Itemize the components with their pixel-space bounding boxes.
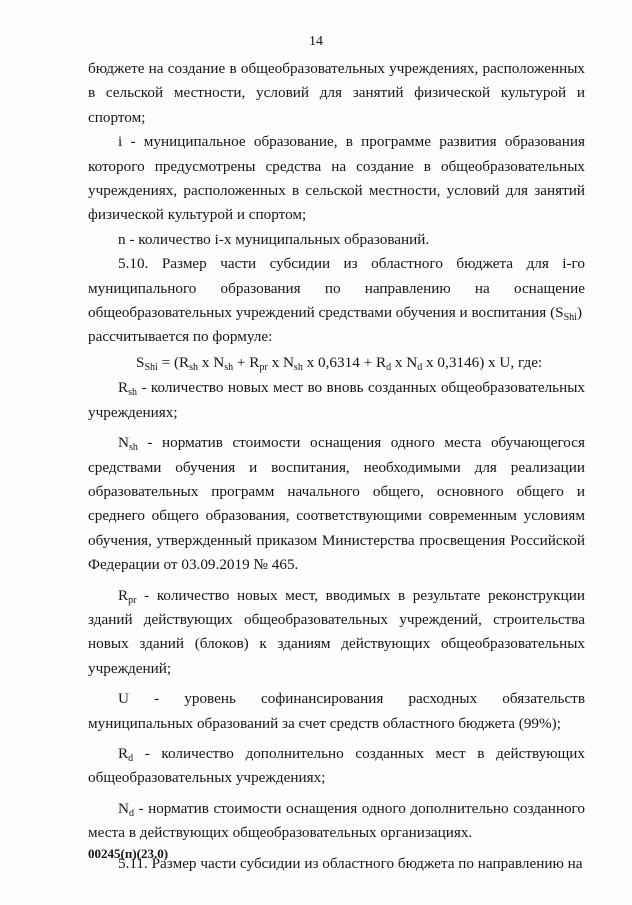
document-body [88, 57, 585, 876]
definition-rpr [88, 584, 585, 682]
clause-5-10-tail: ) [576, 304, 583, 322]
formula-sub: pr [259, 361, 268, 373]
symbol: R [118, 586, 129, 604]
formula-intro: рассчитывается по формуле: [88, 328, 273, 346]
document-code: 00245(п)(23.0) [88, 846, 169, 861]
formula-lhs-sub: Shi [144, 361, 158, 373]
definition-text: - количество новых мест во вновь созданных общеобразовательных учреждениях; [88, 379, 585, 421]
formula-sub: sh [224, 361, 234, 373]
symbol-sub: d [128, 752, 134, 764]
formula-sub: sh [189, 361, 199, 373]
formula-sub: d [417, 361, 423, 373]
definition-nd [88, 797, 585, 846]
definition-n: n - количество i-х муниципальных образований. [118, 230, 430, 248]
formula-part: x N [267, 353, 294, 371]
formula-part: = (R [157, 353, 190, 371]
clause-5-10-text: 5.10. Размер части субсидии из областного бюджета для i-го муниципального образования по направлению на оснащение общеобразовательных учреждений средствами обучения и воспитания (S [88, 255, 585, 322]
definition-text: - уровень софинансирования расходных обязательств муниципальных образований за счет средств областного бюджета (99%); [88, 690, 585, 732]
clause-5-10-sub: Shi [563, 312, 577, 324]
definition-rsh [88, 376, 585, 425]
clause-5-10 [88, 252, 585, 325]
formula-sub: sh [293, 361, 303, 373]
paragraph-continuation: бюджете на создание в общеобразовательных учреждениях, расположенных в сельской местности, условий для занятий физической культурой и спортом; [88, 60, 585, 126]
symbol-sub: pr [128, 594, 137, 606]
symbol: N [118, 799, 129, 817]
definition-rd [88, 742, 585, 791]
definition-text: - количество дополнительно созданных мест в действующих общеобразовательных учреждениях; [88, 744, 585, 787]
formula-part: x N [198, 353, 225, 371]
page-number: 14 [309, 34, 323, 49]
definition-text: - количество новых мест, вводимых в результате реконструкции зданий действующих общеобразовательных учреждений, строительства новых зданий (блоков) к зданиям действующих общеобразовательных учреждений; [88, 586, 585, 677]
symbol-sub: d [128, 807, 134, 819]
symbol-sub: sh [128, 387, 138, 399]
formula-part: x N [391, 353, 418, 371]
symbol: N [118, 434, 129, 452]
formula [88, 351, 585, 375]
definition-nsh [88, 431, 585, 577]
definition-text: - норматив стоимости оснащения одного дополнительно созданного места в действующих общеобразовательных организациях. [88, 799, 585, 842]
formula-part: x 0,6314 + R [302, 353, 387, 371]
formula-lhs: S [136, 353, 145, 371]
definition-u [88, 687, 585, 736]
symbol: U [118, 690, 129, 708]
formula-part: + R [233, 353, 260, 371]
symbol-sub: sh [128, 442, 138, 454]
clause-5-11: 5.11. Размер части субсидии из областного бюджета по направлению на [118, 854, 583, 872]
formula-part: x 0,3146) x U, где: [422, 353, 543, 371]
symbol: R [118, 379, 129, 397]
formula-sub: d [386, 361, 392, 373]
definition-text: - норматив стоимости оснащения одного места обучающегося средствами обучения и воспитания, необходимыми для реализации образовательных программ начального общего, основного общего и среднего общего образования, соответствующими современным условиям обучения, утвержденный приказом Министерства просвещения Российской Федерации от 03.09.2019 № 465. [88, 434, 585, 574]
definition-i: i - муниципальное образование, в программе развития образования которого предусмотрены средства на создание в общеобразовательных учреждениях, расположенных в сельской местности, условий для занятий физической культурой и спортом; [88, 133, 585, 224]
symbol: R [118, 744, 129, 762]
